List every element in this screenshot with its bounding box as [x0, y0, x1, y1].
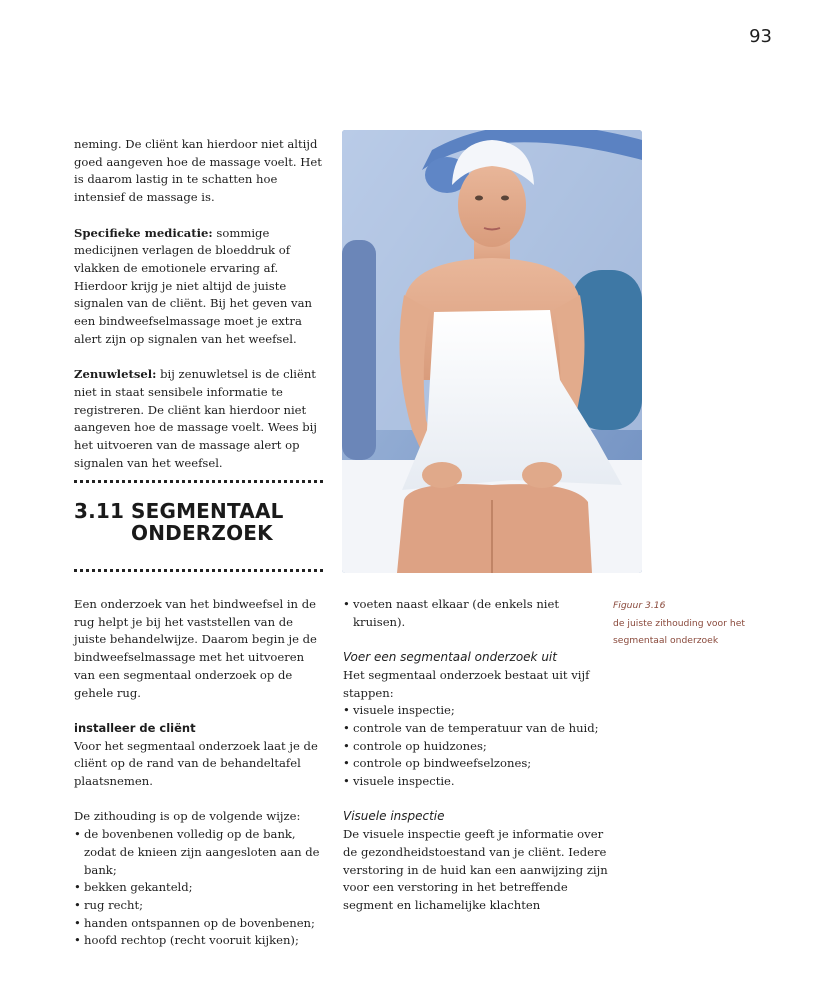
- list-item: • controle op huidzones;: [343, 738, 613, 756]
- steps-list: [343, 702, 613, 791]
- paragraph-medicatie: [74, 225, 324, 349]
- subheading-perform: Voer een segmentaal onderzoek uit: [343, 650, 557, 665]
- page-number: 93: [749, 26, 772, 47]
- list-item: • bekken gekanteld;: [74, 879, 324, 897]
- section-title-line2: ONDERZOEK: [131, 521, 273, 545]
- left-column-top: [74, 136, 324, 472]
- posture-list: [74, 826, 324, 950]
- dotted-divider-bottom: [74, 569, 323, 572]
- install-paragraph: Voor het segmentaal onderzoek laat je de cliënt op de rand van de behandeltafel plaatsnemen.: [74, 738, 318, 789]
- list-item: • visuele inspectie;: [343, 702, 613, 720]
- figure-label: Figuur 3.16: [613, 600, 666, 611]
- list-item: • controle op bindweefselzones;: [343, 755, 613, 773]
- section-title: [131, 500, 326, 544]
- text-medicatie: sommige medicijnen verlagen de bloeddruk of vlakken de emotionele ervaring af. Hierdoor krijg je niet altijd de juiste signalen van de cliënt. Bij het geven van een bindweefselmassage moet je extra alert zijn op signalen van het weefsel.: [74, 225, 312, 346]
- list-item: • rug recht;: [74, 897, 324, 915]
- paragraph-continued: neming. De cliënt kan hierdoor niet altijd goed aangeven hoe de massage voelt. Het is daarom lastig in te schatten hoe intensief de massage is.: [74, 137, 322, 205]
- figure-caption-text: de juiste zithouding voor het segmentaal onderzoek: [613, 617, 745, 647]
- middle-column: [343, 596, 613, 915]
- subheading-visual: Visuele inspectie: [343, 809, 445, 824]
- visual-paragraph: De visuele inspectie geeft je informatie over de gezondheidstoestand van je cliënt. Iedere verstoring in de huid kan een aanwijzing zijn voor een verstoring in het betreffende segment en lichamelijke klachten: [343, 827, 608, 912]
- steps-intro: Het segmentaal onderzoek bestaat uit vijf stappen:: [343, 667, 590, 700]
- list-item: • visuele inspectie.: [343, 773, 613, 791]
- paragraph-zenuwletsel: [74, 366, 324, 472]
- client-photo: [342, 130, 642, 573]
- intro-paragraph: Een onderzoek van het bindweefsel in de rug helpt je bij het vaststellen van de juiste behandelwijze. Daarom begin je de bindweefselmassage met het uitvoeren van een segmentaal onderzoek op de gehele rug.: [74, 597, 317, 700]
- list-item: • handen ontspannen op de bovenbenen;: [74, 915, 324, 933]
- list-item: • controle van de temperatuur van de huid;: [343, 720, 613, 738]
- posture-intro: De zithouding is op de volgende wijze:: [74, 809, 301, 824]
- section-number: 3.11: [74, 499, 125, 523]
- left-column-bottom: [74, 596, 324, 950]
- list-item: • hoofd rechtop (recht vooruit kijken);: [74, 932, 324, 950]
- figure-caption: [613, 597, 763, 650]
- list-item: • de bovenbenen volledig op de bank, zodat de knieen zijn aangesloten aan de bank;: [74, 826, 324, 879]
- list-item: • voeten naast elkaar (de enkels niet kruisen).: [343, 596, 613, 631]
- term-medicatie: Specifieke medicatie:: [74, 225, 213, 240]
- term-zenuwletsel: Zenuwletsel:: [74, 367, 157, 382]
- dotted-divider-top: [74, 480, 323, 483]
- section-title-line1: SEGMENTAAL: [131, 499, 284, 523]
- text-zenuwletsel: bij zenuwletsel is de cliënt niet in staat sensibele informatie te registreren. De cliënt kan hierdoor niet aangeven hoe de massage voelt. Wees bij het uitvoeren van de massage alert op signalen van het weefsel.: [74, 367, 317, 470]
- subheading-install: installeer de cliënt: [74, 720, 196, 735]
- posture-list-continued: [343, 596, 613, 631]
